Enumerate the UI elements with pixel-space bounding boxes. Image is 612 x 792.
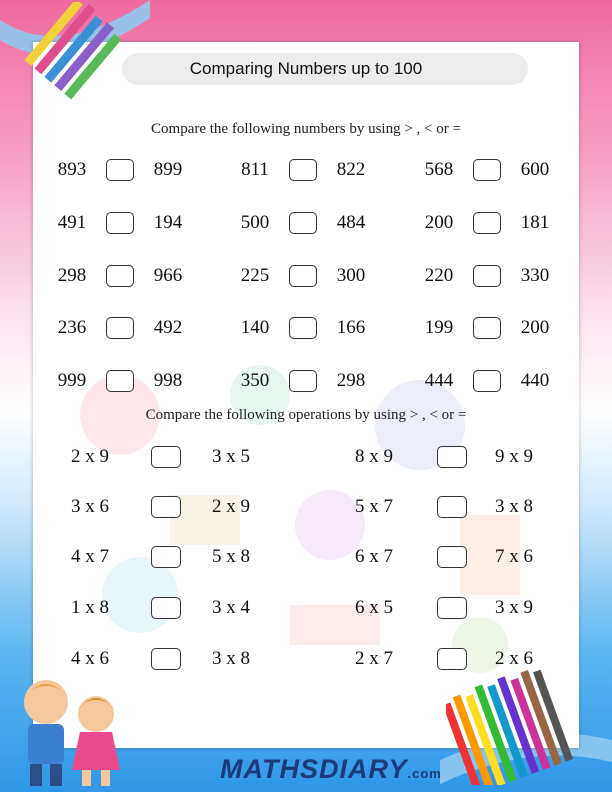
pencils-illustration	[446, 670, 596, 785]
left-number: 568	[424, 159, 454, 180]
right-expression: 3 x 5	[212, 446, 250, 467]
left-number: 236	[57, 317, 87, 338]
answer-box[interactable]	[473, 265, 501, 287]
left-expression: 4 x 6	[71, 648, 109, 669]
answer-box[interactable]	[437, 648, 467, 670]
answer-box[interactable]	[106, 317, 134, 339]
answer-box[interactable]	[106, 370, 134, 392]
answer-box[interactable]	[473, 212, 501, 234]
right-number: 484	[336, 212, 366, 233]
right-number: 330	[520, 265, 550, 286]
right-expression: 3 x 4	[212, 597, 250, 618]
answer-box[interactable]	[289, 265, 317, 287]
left-expression: 4 x 7	[71, 546, 109, 567]
right-expression: 3 x 8	[212, 648, 250, 669]
school-doodles-watermark	[60, 355, 560, 685]
right-expression: 2 x 9	[212, 496, 250, 517]
answer-box[interactable]	[289, 159, 317, 181]
right-number: 822	[336, 159, 366, 180]
brand-suffix: .com	[407, 766, 442, 781]
left-number: 999	[57, 370, 87, 391]
left-number: 500	[240, 212, 270, 233]
right-number: 200	[520, 317, 550, 338]
right-number: 194	[153, 212, 183, 233]
answer-box[interactable]	[473, 370, 501, 392]
right-number: 492	[153, 317, 183, 338]
left-number: 298	[57, 265, 87, 286]
right-expression: 3 x 9	[495, 597, 533, 618]
answer-box[interactable]	[151, 648, 181, 670]
right-expression: 3 x 8	[495, 496, 533, 517]
brand-logo	[220, 752, 442, 786]
right-expression: 7 x 6	[495, 546, 533, 567]
answer-box[interactable]	[106, 212, 134, 234]
answer-box[interactable]	[289, 212, 317, 234]
left-number: 893	[57, 159, 87, 180]
right-number: 181	[520, 212, 550, 233]
section1-instruction: Compare the following numbers by using > , < or =	[151, 121, 461, 137]
left-number: 220	[424, 265, 454, 286]
answer-box[interactable]	[473, 317, 501, 339]
page-title: Comparing Numbers up to 100	[189, 59, 423, 78]
answer-box[interactable]	[151, 597, 181, 619]
left-number: 140	[240, 317, 270, 338]
left-expression: 5 x 7	[355, 496, 393, 517]
left-number: 491	[57, 212, 87, 233]
left-expression: 8 x 9	[355, 446, 393, 467]
pens-illustration	[22, 2, 132, 102]
answer-box[interactable]	[151, 546, 181, 568]
left-expression: 2 x 9	[71, 446, 109, 467]
right-number: 899	[153, 159, 183, 180]
right-number: 298	[336, 370, 366, 391]
answer-box[interactable]	[437, 446, 467, 468]
left-number: 199	[424, 317, 454, 338]
answer-box[interactable]	[289, 317, 317, 339]
answer-box[interactable]	[151, 496, 181, 518]
brand-name: MATHSDIARY	[220, 754, 408, 784]
right-expression: 2 x 6	[495, 648, 533, 669]
section2-instruction: Compare the following operations by using > , < or =	[145, 407, 467, 423]
left-expression: 1 x 8	[71, 597, 109, 618]
kids-illustration	[8, 672, 138, 790]
answer-box[interactable]	[473, 159, 501, 181]
right-expression: 9 x 9	[495, 446, 533, 467]
left-expression: 2 x 7	[355, 648, 393, 669]
right-number: 998	[153, 370, 183, 391]
left-number: 225	[240, 265, 270, 286]
right-number: 166	[336, 317, 366, 338]
right-number: 300	[336, 265, 366, 286]
right-expression: 5 x 8	[212, 546, 250, 567]
answer-box[interactable]	[106, 265, 134, 287]
answer-box[interactable]	[151, 446, 181, 468]
answer-box[interactable]	[437, 496, 467, 518]
right-number: 440	[520, 370, 550, 391]
left-expression: 3 x 6	[71, 496, 109, 517]
answer-box[interactable]	[106, 159, 134, 181]
left-number: 350	[240, 370, 270, 391]
left-expression: 6 x 5	[355, 597, 393, 618]
left-number: 444	[424, 370, 454, 391]
answer-box[interactable]	[437, 597, 467, 619]
left-expression: 6 x 7	[355, 546, 393, 567]
answer-box[interactable]	[437, 546, 467, 568]
left-number: 811	[241, 159, 269, 180]
left-number: 200	[424, 212, 454, 233]
right-number: 600	[520, 159, 550, 180]
answer-box[interactable]	[289, 370, 317, 392]
right-number: 966	[153, 265, 183, 286]
